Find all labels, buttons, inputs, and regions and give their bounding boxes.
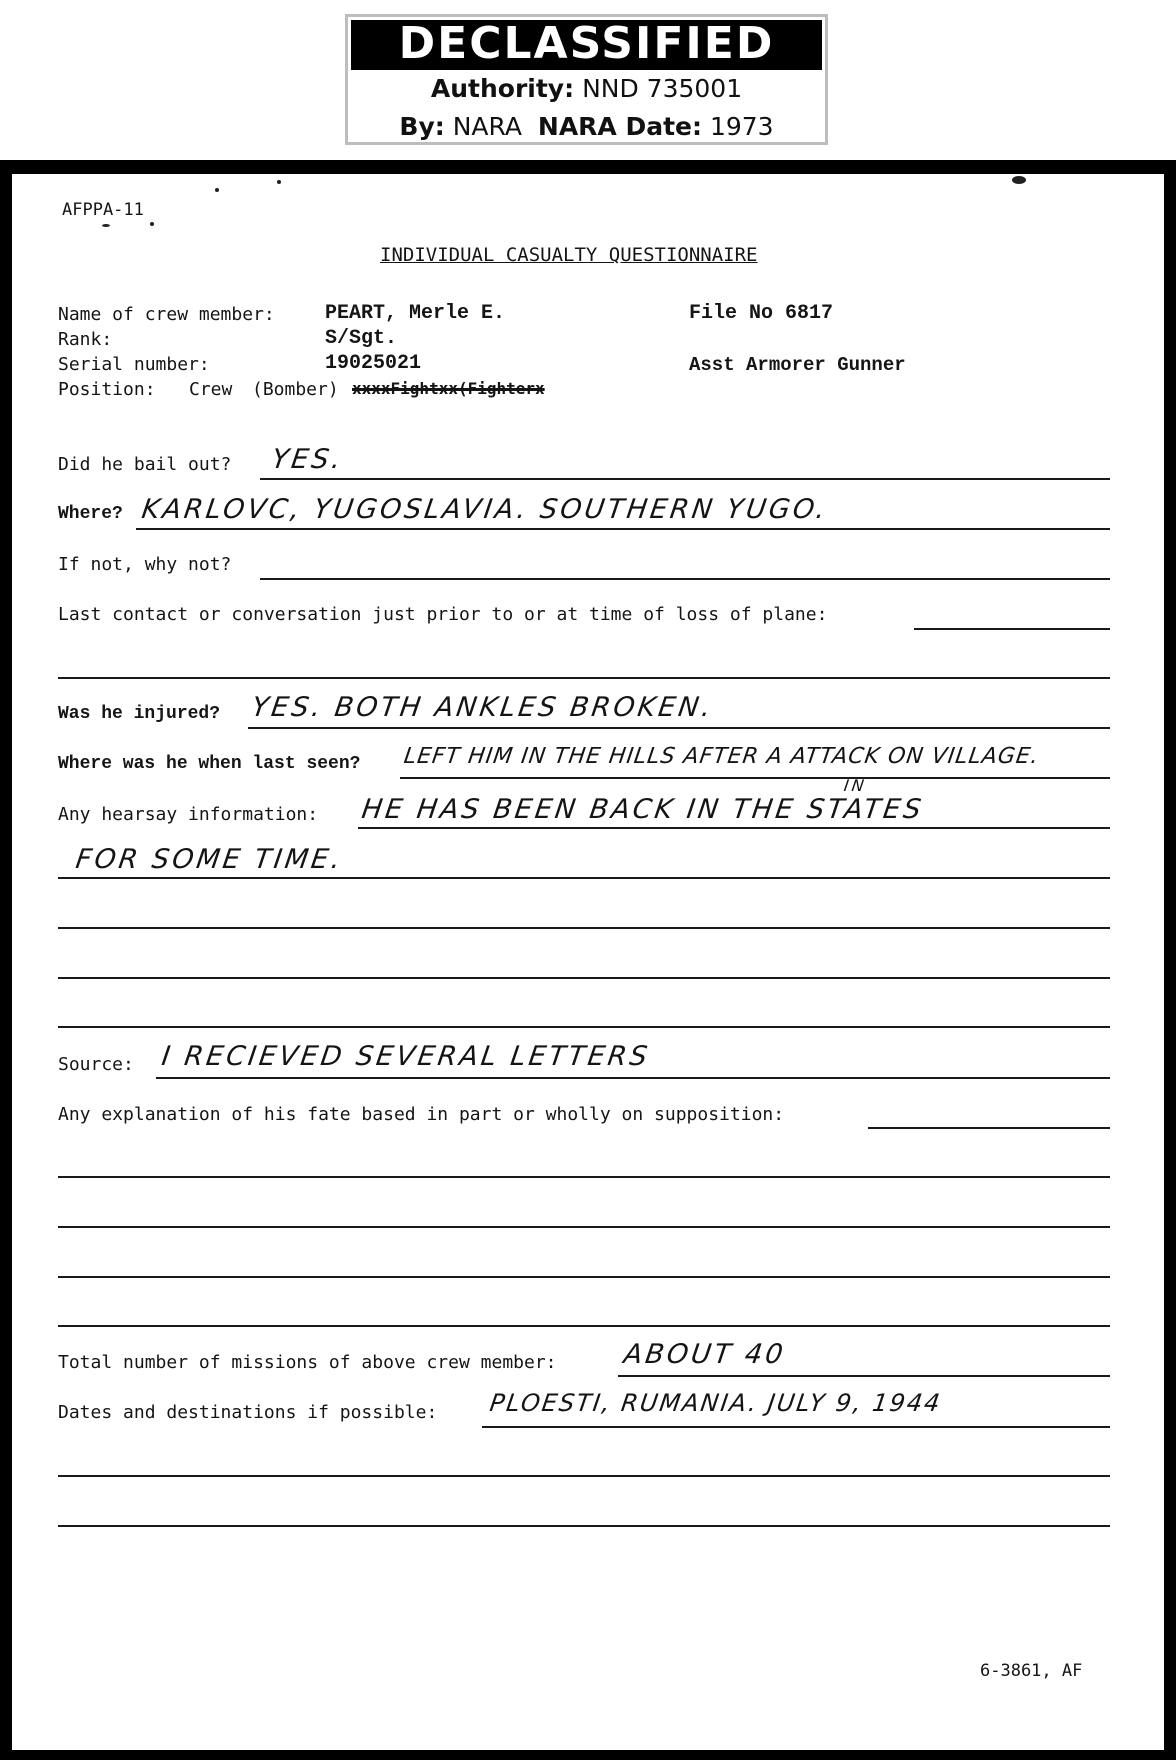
- question-missions: Total number of missions of above crew member:: [58, 1352, 557, 1373]
- position-bomber: (Bomber): [252, 379, 339, 400]
- answer-injured: YES. BOTH ANKLES BROKEN.: [249, 692, 716, 723]
- stamp-title: DECLASSIFIED: [351, 20, 822, 70]
- answer-source: I RECIEVED SEVERAL LETTERS: [159, 1041, 652, 1072]
- answer-hearsay-insert: IN: [842, 776, 869, 795]
- stamp-date-value: 1973: [709, 112, 774, 141]
- questionnaire-page: [12, 174, 1164, 1750]
- answer-last-seen: LEFT HIM IN THE HILLS AFTER A ATTACK ON VILLAGE.: [402, 744, 1041, 769]
- file-number: File No 6817: [689, 302, 834, 325]
- answer-line: [58, 877, 1110, 879]
- answer-bail-out: YES.: [269, 444, 346, 475]
- question-explanation: Any explanation of his fate based in part or wholly on supposition:: [58, 1104, 785, 1125]
- answer-line: [58, 927, 1110, 929]
- form-code: AFPPA-11: [62, 200, 144, 220]
- answer-line: [868, 1127, 1110, 1129]
- question-dates: Dates and destinations if possible:: [58, 1402, 438, 1423]
- question-injured: Was he injured?: [58, 704, 221, 724]
- answer-line: [358, 827, 1110, 829]
- scan-speck: [102, 224, 110, 227]
- serial-label: Serial number:: [58, 354, 210, 375]
- scan-speck: [215, 188, 219, 192]
- declassified-stamp: [345, 14, 828, 145]
- question-bail-out: Did he bail out?: [58, 454, 232, 475]
- duty-value: Asst Armorer Gunner: [689, 354, 906, 376]
- stamp-authority-value: NND 735001: [582, 74, 743, 103]
- name-label: Name of crew member:: [58, 304, 275, 325]
- answer-line: [136, 528, 1110, 530]
- rank-label: Rank:: [58, 329, 113, 350]
- answer-line: [156, 1077, 1110, 1079]
- rank-value: S/Sgt.: [325, 327, 398, 350]
- scan-speck: [277, 180, 281, 184]
- question-where: Where?: [58, 504, 123, 524]
- answer-line: [58, 1525, 1110, 1527]
- answer-line: [248, 727, 1110, 729]
- footer-form-code: 6-3861, AF: [980, 1661, 1083, 1681]
- question-last-contact: Last contact or conversation just prior to or at time of loss of plane:: [58, 604, 828, 625]
- scan-speck: [150, 222, 154, 226]
- answer-line: [58, 977, 1110, 979]
- answer-dates: PLOESTI, RUMANIA. JULY 9, 1944: [488, 1389, 944, 1417]
- scan-speck: [1012, 176, 1026, 184]
- answer-missions: ABOUT 40: [621, 1339, 788, 1370]
- answer-line: [260, 578, 1110, 580]
- question-last-seen: Where was he when last seen?: [58, 754, 361, 774]
- answer-line: [58, 1226, 1110, 1228]
- position-struck-out: xxxxFightxx(Fighterx: [352, 379, 545, 398]
- serial-value: 19025021: [325, 352, 422, 375]
- answer-line: [58, 1276, 1110, 1278]
- name-value: PEART, Merle E.: [325, 302, 506, 325]
- answer-line: [58, 677, 1110, 679]
- answer-line: [58, 1176, 1110, 1178]
- stamp-by-label: By:: [399, 112, 445, 141]
- answer-line: [618, 1375, 1110, 1377]
- answer-hearsay-line1: HE HAS BEEN BACK IN THE STATES: [359, 794, 926, 825]
- position-crew: Crew: [189, 379, 233, 400]
- answer-line: [58, 1325, 1110, 1327]
- answer-line: [914, 628, 1110, 630]
- question-source: Source:: [58, 1054, 134, 1075]
- answer-line: [400, 777, 1110, 779]
- answer-line: [58, 1475, 1110, 1477]
- answer-line: [58, 1026, 1110, 1028]
- scanned-document-border: [0, 160, 1176, 1760]
- stamp-date-label: NARA Date:: [537, 112, 702, 141]
- answer-line: [482, 1426, 1110, 1428]
- question-hearsay: Any hearsay information:: [58, 804, 319, 825]
- stamp-by-value: NARA: [452, 112, 522, 141]
- stamp-authority-label: Authority:: [430, 74, 575, 103]
- form-title: INDIVIDUAL CASUALTY QUESTIONNAIRE: [380, 244, 758, 266]
- answer-line: [260, 478, 1110, 480]
- answer-hearsay-line2: FOR SOME TIME.: [73, 844, 346, 875]
- stamp-by-date: [348, 108, 825, 146]
- answer-where: KARLOVC, YUGOSLAVIA. SOUTHERN YUGO.: [139, 494, 830, 525]
- question-if-not: If not, why not?: [58, 554, 232, 575]
- position-label: Position:: [58, 379, 156, 400]
- stamp-authority: [348, 70, 825, 108]
